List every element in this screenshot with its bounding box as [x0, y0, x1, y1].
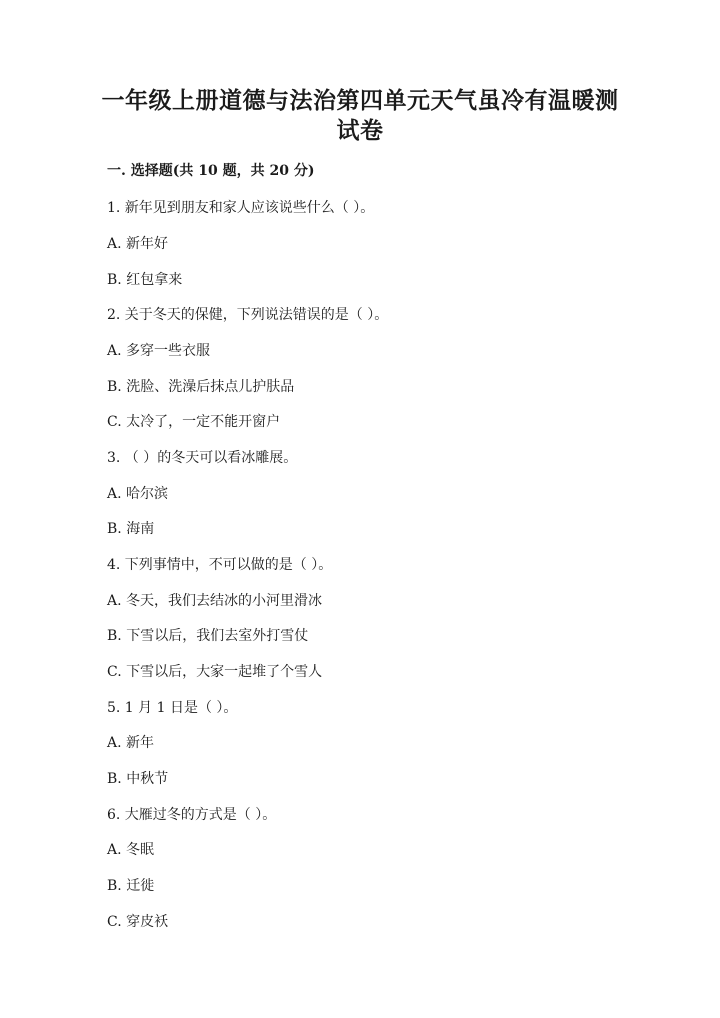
option-6c: C. 穿皮袄 — [107, 914, 169, 930]
question-5: 5. 1 月 1 日是（ ）。 — [107, 700, 238, 716]
option-6a: A. 冬眠 — [107, 842, 155, 858]
option-3a: A. 哈尔滨 — [107, 486, 169, 502]
question-4: 4. 下列事情中，不可以做的是（ ）。 — [107, 557, 333, 573]
option-1b: B. 红包拿来 — [107, 272, 183, 288]
option-4c: C. 下雪以后，大家一起堆了个雪人 — [107, 664, 323, 680]
title-line-1: 一年级上册道德与法治第四单元天气虽冷有温暖测 — [101, 87, 619, 114]
section-heading: 一. 选择题(共 10 题，共 20 分) — [107, 163, 315, 179]
option-6b: B. 迁徙 — [107, 878, 155, 894]
option-2c: C. 太冷了，一定不能开窗户 — [107, 414, 281, 430]
question-6: 6. 大雁过冬的方式是（ ）。 — [107, 807, 277, 823]
question-1: 1. 新年见到朋友和家人应该说些什么（ ）。 — [107, 200, 375, 216]
option-1a: A. 新年好 — [107, 236, 169, 252]
option-2b: B. 洗脸、洗澡后抹点儿护肤品 — [107, 379, 295, 395]
option-4a: A. 冬天，我们去结冰的小河里滑冰 — [107, 593, 323, 609]
page-title — [100, 86, 620, 146]
option-3b: B. 海南 — [107, 521, 155, 537]
option-5a: A. 新年 — [107, 735, 155, 751]
question-2: 2. 关于冬天的保健，下列说法错误的是（ ）。 — [107, 307, 389, 323]
title-line-2: 试卷 — [336, 117, 384, 144]
option-5b: B. 中秋节 — [107, 771, 169, 787]
option-2a: A. 多穿一些衣服 — [107, 343, 211, 359]
question-3: 3. （ ）的冬天可以看冰雕展。 — [107, 450, 298, 466]
option-4b: B. 下雪以后，我们去室外打雪仗 — [107, 628, 309, 644]
